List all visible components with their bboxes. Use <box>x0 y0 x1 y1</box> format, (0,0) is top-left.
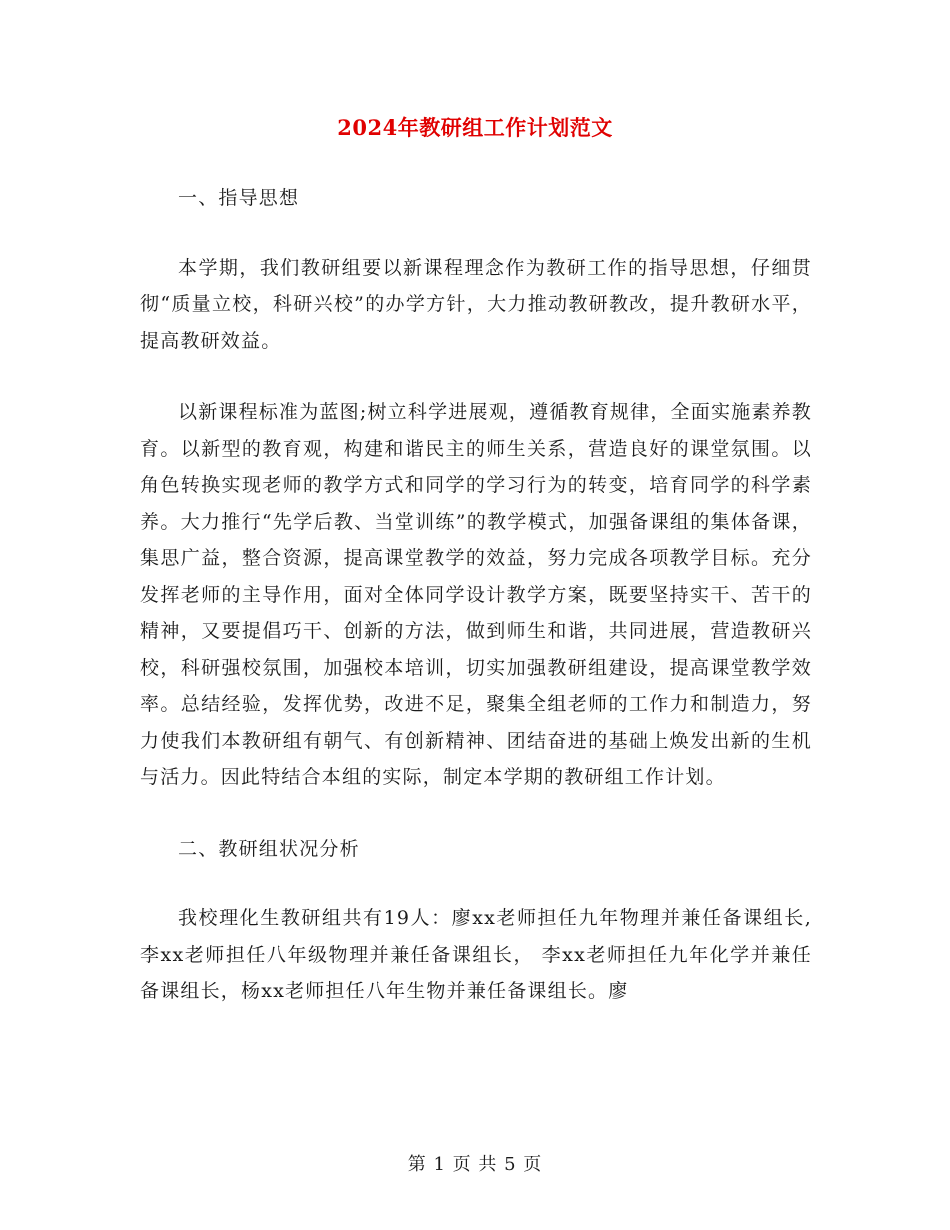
paragraph-3: 我校理化生教研组共有19人：廖xx老师担任九年物理并兼任备课组长,李xx老师担任八年级物理并兼任备课组长， 李xx老师担任九年化学并兼任备课组长，杨xx老师担任八年生物并兼任备课组长。廖 <box>140 907 812 1002</box>
page-footer: 第 1 页 共 5 页 <box>407 1154 543 1175</box>
document-body <box>140 180 812 1045</box>
paragraph-1: 本学期，我们教研组要以新课程理念作为教研工作的指导思想，仔细贯彻“质量立校，科研兴校”的办学方针，大力推动教研教改，提升教研水平，提高教研效益。 <box>140 256 812 352</box>
paragraph-2: 以新课程标准为蓝图;树立科学进展观，遵循教育规律，全面实施素养教育。以新型的教育观，构建和谐民主的师生关系，营造良好的课堂氛围。以角色转换实现老师的教学方式和同学的学习行为的转变，培育同学的科学素养。大力推行“先学后教、当堂训练”的教学模式，加强备课组的集体备课，集思广益，整合资源，提高课堂教学的效益，努力完成各项教学目标。充分发挥老师的主导作用，面对全体同学设计教学方案，既要坚持实干、苦干的精神，又要提倡巧干、创新的方法，做到师生和谐，共同进展，营造教研兴校，科研强校氛围，加强校本培训，切实加强教研组建设，提高课堂教学效率。总结经验，发挥优势，改进不足，聚集全组老师的工作力和制造力，努力使我们本教研组有朝气、有创新精神、团结奋进的基础上焕发出新的生机与活力。因此特结合本组的实际，制定本学期的教研组工作计划。 <box>140 401 812 788</box>
section-heading-guiding-ideology: 一、指导思想 <box>178 187 300 209</box>
section-heading-group-analysis: 二、教研组状况分析 <box>178 837 360 860</box>
document-title: 2024年教研组工作计划范文 <box>337 115 613 140</box>
